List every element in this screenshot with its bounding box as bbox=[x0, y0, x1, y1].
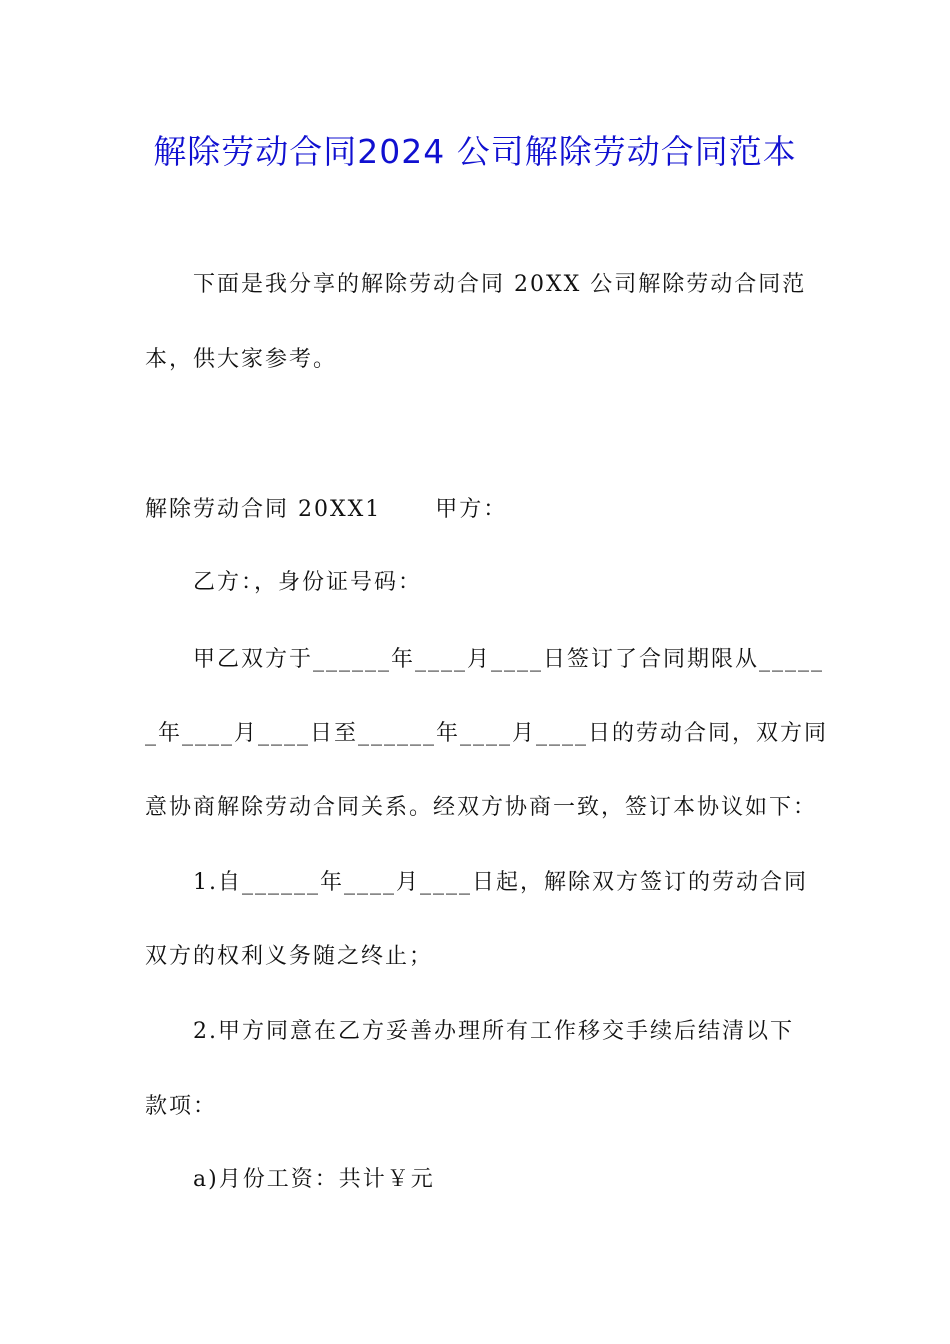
item-2a-line: a)月份工资：共计￥元 bbox=[193, 1167, 435, 1192]
party-b-line: 乙方：，身份证号码： bbox=[193, 570, 423, 595]
paragraph-1-line-1: 甲乙双方于______年____月____日签订了合同期限从_____ bbox=[193, 647, 825, 672]
contract-heading-line: 解除劳动合同 20XX1 甲方： bbox=[145, 497, 508, 522]
item-1-line-1: 1.自______年____月____日起，解除双方签订的劳动合同 bbox=[193, 870, 808, 895]
paragraph-1-line-2: _年____月____日至______年____月____日的劳动合同，双方同 bbox=[145, 721, 829, 746]
paragraph-1-line-3: 意协商解除劳动合同关系。经双方协商一致，签订本协议如下： bbox=[145, 795, 818, 820]
intro-line-1: 下面是我分享的解除劳动合同 20XX 公司解除劳动合同范 bbox=[193, 272, 807, 297]
item-2-line-1: 2.甲方同意在乙方妥善办理所有工作移交手续后结清以下 bbox=[193, 1019, 794, 1044]
item-2-line-2: 款项： bbox=[145, 1094, 218, 1119]
item-1-line-2: 双方的权利义务随之终止； bbox=[145, 944, 434, 969]
intro-line-2: 本，供大家参考。 bbox=[145, 347, 338, 372]
document-title: 解除劳动合同2024 公司解除劳动合同范本 bbox=[153, 132, 797, 171]
